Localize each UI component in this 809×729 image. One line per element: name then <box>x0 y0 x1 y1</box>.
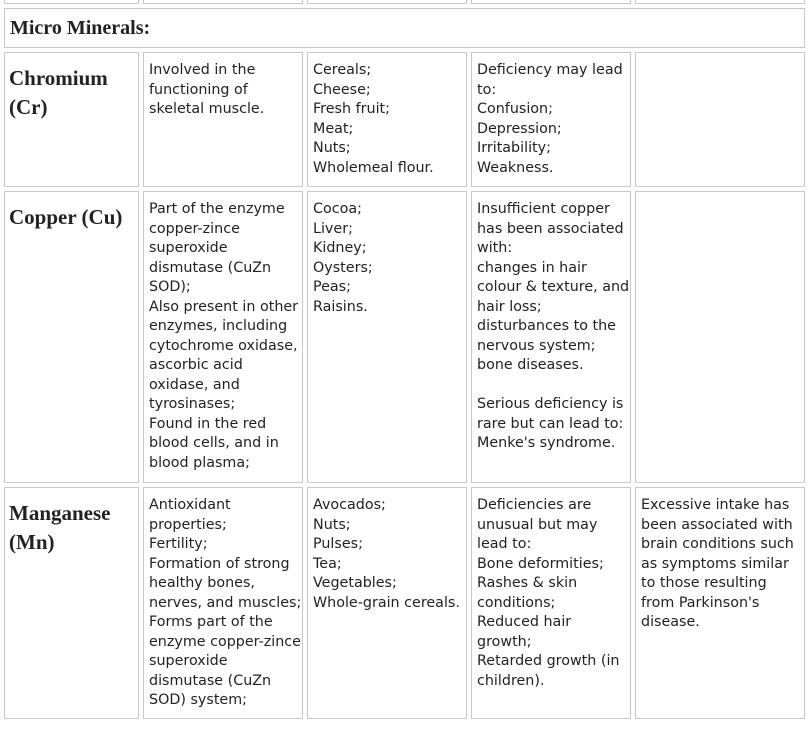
sources-cell <box>307 191 467 483</box>
deficiency-line: has been associated <box>477 220 624 237</box>
function-cell <box>143 191 303 483</box>
excess-line: from Parkinson's <box>641 594 760 611</box>
sources-line: Liver; <box>313 220 353 237</box>
excess-cell <box>635 487 805 719</box>
function-line: functioning of <box>149 81 248 98</box>
table-top-edge-cell <box>307 0 467 4</box>
function-line: Antioxidant <box>149 497 231 513</box>
deficiency-line: lead to: <box>477 536 532 552</box>
deficiency-line: Reduced hair <box>477 614 572 630</box>
section-title: Micro Minerals: <box>4 8 805 48</box>
excess-line: been associated with <box>641 516 793 533</box>
sources-line: Cereals; <box>313 62 372 78</box>
mineral-name-line: Chromium <box>9 66 108 90</box>
function-line: SOD) system; <box>149 692 247 708</box>
deficiency-line: Retarded growth (in <box>477 653 620 669</box>
sources-line: Whole-grain cereals. <box>313 594 460 611</box>
function-line: nerves, and muscles; <box>149 594 302 611</box>
excess-cell <box>635 191 805 483</box>
deficiency-line: colour & texture, and <box>477 279 630 295</box>
mineral-name-cell <box>4 487 139 719</box>
deficiency-line: children). <box>477 672 545 689</box>
deficiency-line: Serious deficiency is <box>477 396 624 412</box>
table-top-edge-cell <box>4 0 139 4</box>
deficiency-cell <box>471 52 631 187</box>
mineral-name-cell <box>4 191 139 483</box>
function-line: superoxide <box>149 653 228 669</box>
function-line: skeletal muscle. <box>149 101 265 117</box>
function-line: Fertility; <box>149 536 208 552</box>
sources-line: Cheese; <box>313 81 371 98</box>
excess-line: brain conditions such <box>641 536 794 552</box>
sources-line: Meat; <box>313 120 354 137</box>
function-line: dismutase (CuZn <box>149 259 272 276</box>
function-line: cytochrome oxidase, <box>149 337 298 354</box>
sources-line: Kidney; <box>313 240 367 256</box>
sources-line: Nuts; <box>313 516 351 533</box>
function-line: SOD); <box>149 279 191 295</box>
paragraph-gap <box>477 376 626 396</box>
sources-line: Tea; <box>313 555 342 572</box>
deficiency-cell <box>471 191 631 483</box>
table-row <box>4 191 805 483</box>
table-row <box>4 487 805 719</box>
table-top-edge-row <box>4 0 805 4</box>
sources-line: Avocados; <box>313 497 386 513</box>
function-line: Found in the red <box>149 415 267 432</box>
function-line: enzymes, including <box>149 318 288 334</box>
table-top-edge-cell <box>471 0 631 4</box>
function-line: Also present in other <box>149 298 299 315</box>
function-line: blood plasma; <box>149 454 250 471</box>
deficiency-line: Weakness. <box>477 159 554 176</box>
sources-line: Oysters; <box>313 259 373 276</box>
table-row <box>4 52 805 187</box>
sources-cell <box>307 487 467 719</box>
deficiency-line: conditions; <box>477 594 556 611</box>
sources-line: Raisins. <box>313 298 368 315</box>
sources-cell <box>307 52 467 187</box>
function-line: healthy bones, <box>149 575 255 591</box>
function-line: enzyme copper-zince <box>149 633 301 650</box>
table-top-edge-cell <box>143 0 303 4</box>
sources-line: Cocoa; <box>313 201 362 217</box>
table-top-edge-cell <box>635 0 805 4</box>
mineral-name-line: Copper (Cu) <box>9 205 123 229</box>
deficiency-line: with: <box>477 240 513 256</box>
deficiency-line: disturbances to the <box>477 318 616 334</box>
deficiency-line: hair loss; <box>477 298 542 315</box>
mineral-name-line: (Mn) <box>9 530 55 554</box>
deficiency-line: Insufficient copper <box>477 201 610 217</box>
mineral-name-cell <box>4 52 139 187</box>
deficiency-cell <box>471 487 631 719</box>
function-line: Forms part of the <box>149 614 273 630</box>
deficiency-line: Confusion; <box>477 101 553 117</box>
function-line: Involved in the <box>149 62 256 78</box>
function-line: tyrosinases; <box>149 396 236 412</box>
function-line: ascorbic acid <box>149 357 243 373</box>
function-line: Formation of strong <box>149 555 290 572</box>
deficiency-line: Irritability; <box>477 140 551 156</box>
section-header-row <box>4 8 805 48</box>
mineral-name-line: (Cr) <box>9 95 48 119</box>
sources-line: Nuts; <box>313 140 351 156</box>
deficiency-line: bone diseases. <box>477 357 584 373</box>
excess-line: as symptoms similar <box>641 555 789 572</box>
sources-line: Peas; <box>313 279 351 295</box>
function-line: properties; <box>149 516 227 533</box>
function-line: blood cells, and in <box>149 435 279 451</box>
deficiency-line: Deficiencies are <box>477 497 592 513</box>
mineral-name-line: Manganese <box>9 501 111 525</box>
deficiency-line: Bone deformities; <box>477 555 604 572</box>
deficiency-line: rare but can lead to: <box>477 415 624 432</box>
excess-line: to those resulting <box>641 575 767 591</box>
function-line: Part of the enzyme <box>149 201 285 217</box>
function-line: dismutase (CuZn <box>149 672 272 689</box>
sources-line: Fresh fruit; <box>313 101 390 117</box>
deficiency-line: Menke's syndrome. <box>477 435 616 451</box>
mineral-rows <box>4 52 805 719</box>
function-line: oxidase, and <box>149 376 240 393</box>
deficiency-line: changes in hair <box>477 259 587 276</box>
deficiency-line: unusual but may <box>477 516 598 533</box>
sources-line: Wholemeal flour. <box>313 159 434 176</box>
deficiency-line: Depression; <box>477 120 562 137</box>
excess-line: disease. <box>641 614 700 630</box>
deficiency-line: growth; <box>477 633 532 650</box>
deficiency-line: Rashes & skin <box>477 575 578 591</box>
excess-cell <box>635 52 805 187</box>
function-line: superoxide <box>149 240 228 256</box>
deficiency-line: Deficiency may lead <box>477 62 623 78</box>
function-line: copper-zince <box>149 220 240 237</box>
function-cell <box>143 487 303 719</box>
deficiency-line: to: <box>477 81 497 98</box>
sources-line: Vegetables; <box>313 575 397 591</box>
excess-line: Excessive intake has <box>641 497 790 513</box>
sources-line: Pulses; <box>313 536 363 552</box>
function-cell <box>143 52 303 187</box>
deficiency-line: nervous system; <box>477 337 596 354</box>
